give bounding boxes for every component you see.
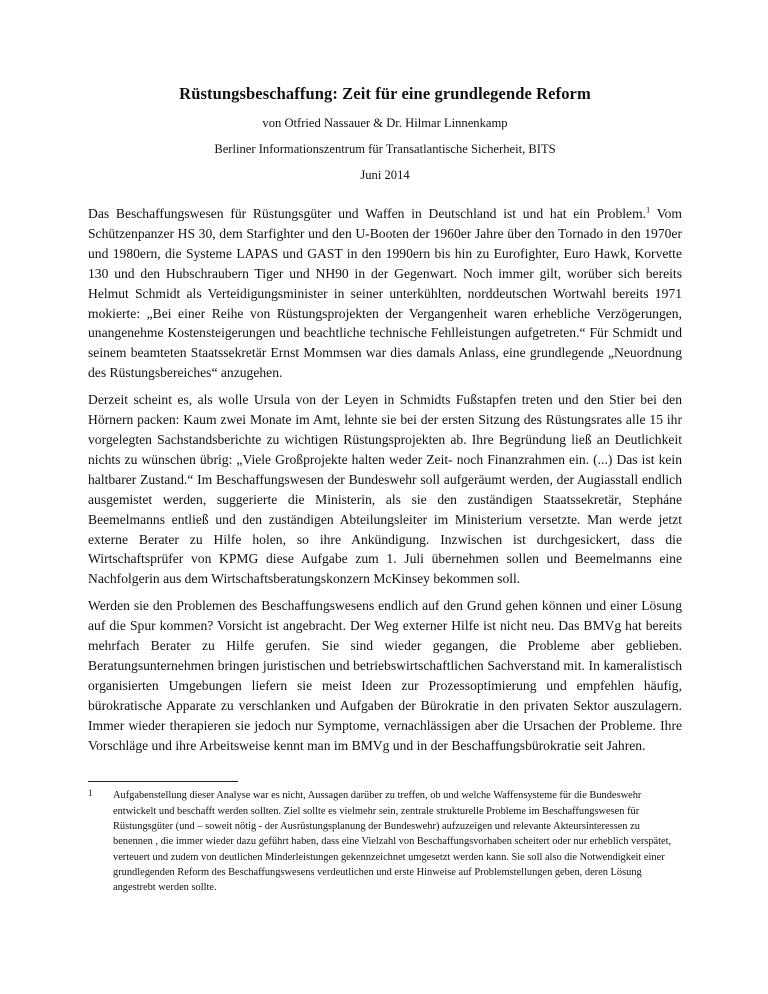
- footnote-reference[interactable]: 1: [646, 205, 651, 215]
- paragraph-2: Derzeit scheint es, als wolle Ursula von der Leyen in Schmidts Fußstapfen treten und den Stier bei den Hörnern packen: Kaum zwei Monate im Amt, lehnte sie bei der ersten Sitzung des Rüstungsrates alle 15 ihr vorgelegten Sachstandsberichte zu wichtigen Rüstungsprojekten ab. Ihre Begründung ließ an Deutlichkeit nichts zu wünschen übrig: „Viele Großprojekte halten weder Zeit- noch Finanzrahmen ein. (...) Das ist kein haltbarer Zustand.“ Im Beschaffungswesen der Bundeswehr soll aufgeräumt werden, der Augiasstall endlich ausgemistet werden, suggerierte die Ministerin, als sie den zuständigen Staatssekretär, Stepháne Beemelmanns entließ und den zuständigen Abteilungsleiter im Ministerium versetzte. Man werde jetzt externe Berater zu Hilfe holen, so ihre Ankündigung. Inzwischen ist durchgesickert, dass die Wirtschaftsprüfer von KPMG diese Aufgabe zum 1. Juli übernehmen sollen und Beemelmanns eine Nachfolgerin aus dem Wirtschaftsberatungskonzern McKinsey bekommen soll.: [88, 392, 682, 587]
- institution: Berliner Informationszentrum für Transatlantische Sicherheit, BITS: [214, 142, 556, 156]
- authors: von Otfried Nassauer & Dr. Hilmar Linnenkamp: [262, 116, 508, 130]
- footnote-text: Aufgabenstellung dieser Analyse war es nicht, Aussagen darüber zu treffen, ob und welche Waffensysteme für die Bundeswehr entwickelt und beschafft werden sollten. Ziel sollte es vielmehr sein, zentrale strukturelle Probleme im Beschaffungswesen für Rüstungsgüter (und – soweit nötig - der Ausrüstungsplanung der Bundeswehr) aufzuzeigen und relevante Akteursinteressen zu benennen , die immer wieder dazu geführt haben, dass eine Vielzahl von Beschaffungsvorhaben scheitert oder nur erheblich verspätet, verteuert und zudem von deutlichen Minderleistungen gekennzeichnet umgesetzt werden kann. Sie soll also die Notwendigkeit einer grundlegenden Reform des Beschaffungswesens verdeutlichen und erste Hinweise auf Problemstellungen geben, deren Lösung angestrebt werden sollte.: [113, 790, 672, 894]
- document-page: [88, 84, 682, 896]
- footnote-divider: [88, 781, 238, 782]
- intro-sentence: Das Beschaffungswesen für Rüstungsgüter und Waffen in Deutschland ist und hat ein Problem.: [88, 206, 647, 221]
- paragraph-3: Werden sie den Problemen des Beschaffungswesens endlich auf den Grund gehen können und einer Lösung auf die Spur kommen? Vorsicht ist angebracht. Der Weg externer Hilfe ist nicht neu. Das BMVg hat bereits mehrfach Berater zu Hilfe gerufen. Sie sind wieder gegangen, die Probleme aber geblieben. Beratungsunternehmen bringen juristischen und betriebswirtschaftlichen Sachverstand mit. In kameralistisch organisierten Umgebungen liefern sie meist Ideen zur Prozessoptimierung und empfehlen häufig, bürokratische Apparate zu verschlanken und Aufgaben der Bürokratie in den privaten Sektor auszulagern. Immer wieder therapieren sie jedoch nur Symptome, vernachlässigen aber die Ursachen der Probleme. Ihre Vorschläge und ihre Arbeitsweise kennt man im BMVg und in der Beschaffungsbürokratie seit Jahren.: [88, 598, 682, 753]
- publication-date: Juni 2014: [360, 168, 410, 182]
- paragraph-1: [88, 204, 682, 383]
- document-title: Rüstungsbeschaffung: Zeit für eine grundlegende Reform: [179, 84, 591, 103]
- footnote: [88, 788, 682, 895]
- footnote-mark: 1: [88, 788, 93, 799]
- paragraph-1-body: Vom Schützenpanzer HS 30, dem Starfighter und den U-Booten der 1960er Jahre über den Tornado in den 1970er und 1980ern, die Systeme LAPAS und GAST in den 1990ern bis hin zu Eurofighter, Euro Hawk, Korvette 130 und den Hubschraubern Tiger und NH90 in der Gegenwart. Noch immer gilt, worüber sich bereits Helmut Schmidt als Verteidigungsminister in seiner unterkühlten, norddeutschen Wortwahl bereits 1971 mokierte: „Bei einer Reihe von Rüstungsprojekten der Vergangenheit waren erhebliche Verzögerungen, unangenehme Kostensteigerungen und beachtliche technische Fehlleistungen aufgetreten.“ Für Schmidt und seinem beamteten Staatssekretär Ernst Mommsen war dies damals Anlass, eine grundlegende „Neuordnung des Rüstungsbereiches“ anzugehen.: [88, 206, 682, 381]
